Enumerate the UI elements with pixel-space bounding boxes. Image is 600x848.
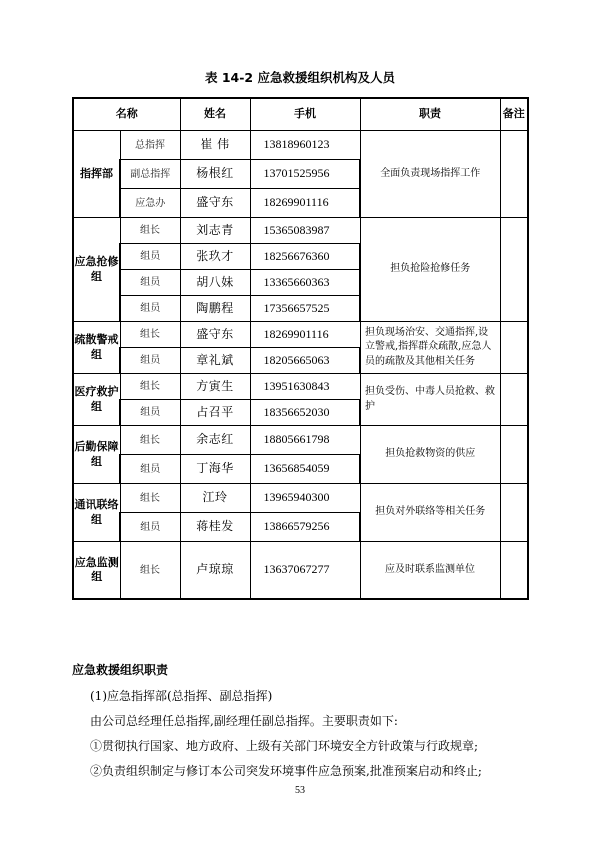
- table-row: [73, 484, 528, 513]
- group-note: [500, 218, 528, 322]
- table-row: [73, 426, 528, 455]
- member-phone: 18269901116: [250, 322, 360, 348]
- member-role: 应急办: [120, 189, 180, 218]
- member-name: 卢琼琼: [180, 542, 250, 600]
- member-name: 章礼斌: [180, 348, 250, 374]
- member-role: 组长: [120, 484, 180, 513]
- member-phone: 18356652030: [250, 400, 360, 426]
- member-role: 组长: [120, 218, 180, 244]
- member-name: 余志红: [180, 426, 250, 455]
- group-duty: 担负抢险抢修任务: [360, 218, 500, 322]
- member-name: 胡八妹: [180, 270, 250, 296]
- member-phone: 17356657525: [250, 296, 360, 322]
- member-role: 组长: [120, 426, 180, 455]
- group-note: [500, 426, 528, 484]
- group-note: [500, 542, 528, 600]
- group-note: [500, 131, 528, 218]
- table-caption: 表 14-2 应急救援组织机构及人员: [205, 70, 395, 85]
- member-name: 杨根红: [180, 160, 250, 189]
- member-phone: 13965940300: [250, 484, 360, 513]
- paragraph: 由公司总经理任总指挥,副经理任副总指挥。主要职责如下:: [90, 714, 398, 728]
- table-row: [73, 322, 528, 348]
- header-name: 名称: [73, 98, 180, 131]
- member-role: 组员: [120, 400, 180, 426]
- member-role: 组长: [120, 374, 180, 400]
- member-name: 崔 伟: [180, 131, 250, 160]
- group-duty: 担负抢救物资的供应: [360, 426, 500, 484]
- group-note: [500, 484, 528, 542]
- group-name: 应急抢修组: [73, 218, 120, 322]
- group-name: 应急监测组: [73, 542, 120, 600]
- member-role: 总指挥: [120, 131, 180, 160]
- member-name: 蒋桂发: [180, 513, 250, 542]
- member-role: 组长: [120, 542, 180, 600]
- member-role: 副总指挥: [120, 160, 180, 189]
- header-person: 姓名: [180, 98, 250, 131]
- member-role: 组员: [120, 270, 180, 296]
- paragraph: ①贯彻执行国家、地方政府、上级有关部门环境安全方针政策与行政规章;: [90, 739, 479, 753]
- group-name: 通讯联络组: [73, 484, 120, 542]
- table-row: [73, 374, 528, 400]
- group-duty: 应及时联系监测单位: [360, 542, 500, 600]
- member-phone: 18269901116: [250, 189, 360, 218]
- member-role: 组员: [120, 455, 180, 484]
- member-role: 组员: [120, 244, 180, 270]
- page-number: 53: [295, 785, 305, 796]
- emergency-organization-table: [72, 97, 529, 600]
- group-duty: 全面负责现场指挥工作: [360, 131, 500, 218]
- header-note: 备注: [500, 98, 528, 131]
- group-name: 医疗救护组: [73, 374, 120, 426]
- header-phone: 手机: [250, 98, 360, 131]
- member-phone: 13637067277: [250, 542, 360, 600]
- member-phone: 13656854059: [250, 455, 360, 484]
- group-duty: 担负受伤、中毒人员抢救、救护: [360, 374, 500, 426]
- group-name: 后勤保障组: [73, 426, 120, 484]
- section-title: 应急救援组织职责: [72, 663, 169, 677]
- group-name: 疏散警戒组: [73, 322, 120, 374]
- member-name: 盛守东: [180, 322, 250, 348]
- paragraph: ②负责组织制定与修订本公司突发环境事件应急预案,批准预案启动和终止;: [90, 764, 482, 778]
- member-name: 江玲: [180, 484, 250, 513]
- header-duty: 职责: [360, 98, 500, 131]
- paragraph: (1)应急指挥部(总指挥、副总指挥): [90, 689, 273, 703]
- member-role: 组员: [120, 513, 180, 542]
- member-phone: 13818960123: [250, 131, 360, 160]
- member-role: 组长: [120, 322, 180, 348]
- member-name: 刘志青: [180, 218, 250, 244]
- member-phone: 13951630843: [250, 374, 360, 400]
- table-row: [73, 218, 528, 244]
- member-role: 组员: [120, 296, 180, 322]
- group-name: 指挥部: [73, 131, 120, 218]
- member-phone: 15365083987: [250, 218, 360, 244]
- member-name: 陶鹏程: [180, 296, 250, 322]
- member-phone: 13365660363: [250, 270, 360, 296]
- table-row: [73, 542, 528, 600]
- member-phone: 13866579256: [250, 513, 360, 542]
- member-name: 张玖才: [180, 244, 250, 270]
- group-duty: 担负对外联络等相关任务: [360, 484, 500, 542]
- member-name: 盛守东: [180, 189, 250, 218]
- table-row: [73, 131, 528, 160]
- member-role: 组员: [120, 348, 180, 374]
- member-name: 占召平: [180, 400, 250, 426]
- member-phone: 13701525956: [250, 160, 360, 189]
- member-name: 丁海华: [180, 455, 250, 484]
- member-name: 方寅生: [180, 374, 250, 400]
- member-phone: 18256676360: [250, 244, 360, 270]
- group-note: [500, 374, 528, 426]
- member-phone: 18805661798: [250, 426, 360, 455]
- group-note: [500, 322, 528, 374]
- member-phone: 18205665063: [250, 348, 360, 374]
- group-duty: 担负现场治安、交通指挥,设立警戒,指挥群众疏散,应急人员的疏散及其他相关任务: [360, 322, 500, 374]
